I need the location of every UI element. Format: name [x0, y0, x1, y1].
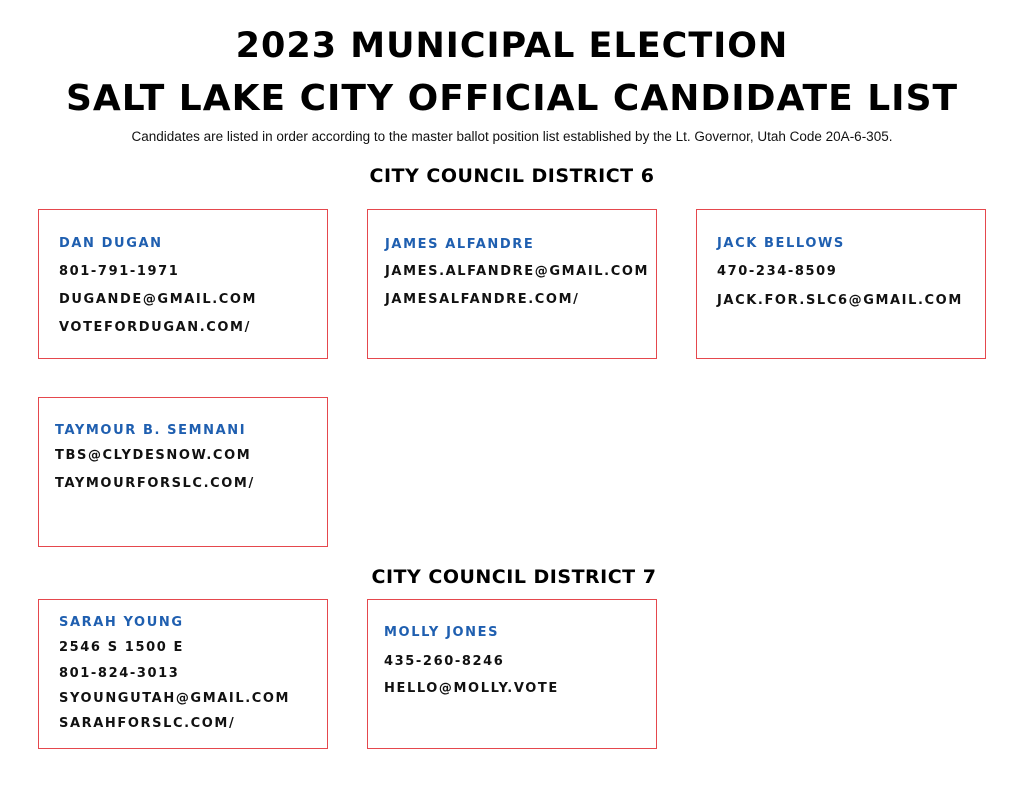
candidate-email: HELLO@MOLLY.VOTE — [384, 681, 559, 696]
candidate-name: SARAH YOUNG — [59, 615, 184, 630]
candidate-website: VOTEFORDUGAN.COM/ — [59, 320, 251, 335]
candidate-email: DUGANDE@GMAIL.COM — [59, 292, 258, 307]
candidate-website: SARAHFORSLC.COM/ — [59, 716, 236, 731]
page-title-line-1: 2023 MUNICIPAL ELECTION — [235, 26, 789, 66]
candidate-website: TAYMOURFORSLC.COM/ — [55, 476, 255, 491]
candidate-card-taymour-semnani — [38, 397, 328, 547]
candidate-name: JAMES ALFANDRE — [385, 237, 535, 252]
ballot-order-note: Candidates are listed in order according to the master ballot position list established by the Lt. Governor, Utah Code 20A-6-305. — [131, 129, 893, 144]
candidate-email: SYOUNGUTAH@GMAIL.COM — [59, 691, 291, 706]
candidate-phone: 435-260-8246 — [384, 654, 505, 669]
candidate-card-molly-jones — [367, 599, 657, 749]
candidate-website: JAMESALFANDRE.COM/ — [385, 292, 580, 307]
candidate-email: JACK.FOR.SLC6@GMAIL.COM — [717, 293, 963, 308]
candidate-phone: 801-824-3013 — [59, 666, 180, 681]
candidate-card-james-alfandre — [367, 209, 657, 359]
district-6-heading: CITY COUNCIL DISTRICT 6 — [369, 165, 655, 187]
candidate-address: 2546 S 1500 E — [59, 640, 184, 655]
page-title-line-2: SALT LAKE CITY OFFICIAL CANDIDATE LIST — [65, 78, 959, 119]
candidate-name: DAN DUGAN — [59, 236, 163, 251]
candidate-card-jack-bellows — [696, 209, 986, 359]
candidate-phone: 470-234-8509 — [717, 264, 838, 279]
candidate-card-dan-dugan — [38, 209, 328, 359]
candidate-name: MOLLY JONES — [384, 625, 500, 640]
candidate-email: TBS@CLYDESNOW.COM — [55, 448, 252, 463]
candidate-card-sarah-young — [38, 599, 328, 749]
candidate-name: JACK BELLOWS — [717, 236, 845, 251]
candidate-phone: 801-791-1971 — [59, 264, 180, 279]
candidate-name: TAYMOUR B. SEMNANI — [55, 423, 247, 438]
candidate-email: JAMES.ALFANDRE@GMAIL.COM — [385, 264, 650, 279]
district-7-heading: CITY COUNCIL DISTRICT 7 — [371, 566, 657, 588]
